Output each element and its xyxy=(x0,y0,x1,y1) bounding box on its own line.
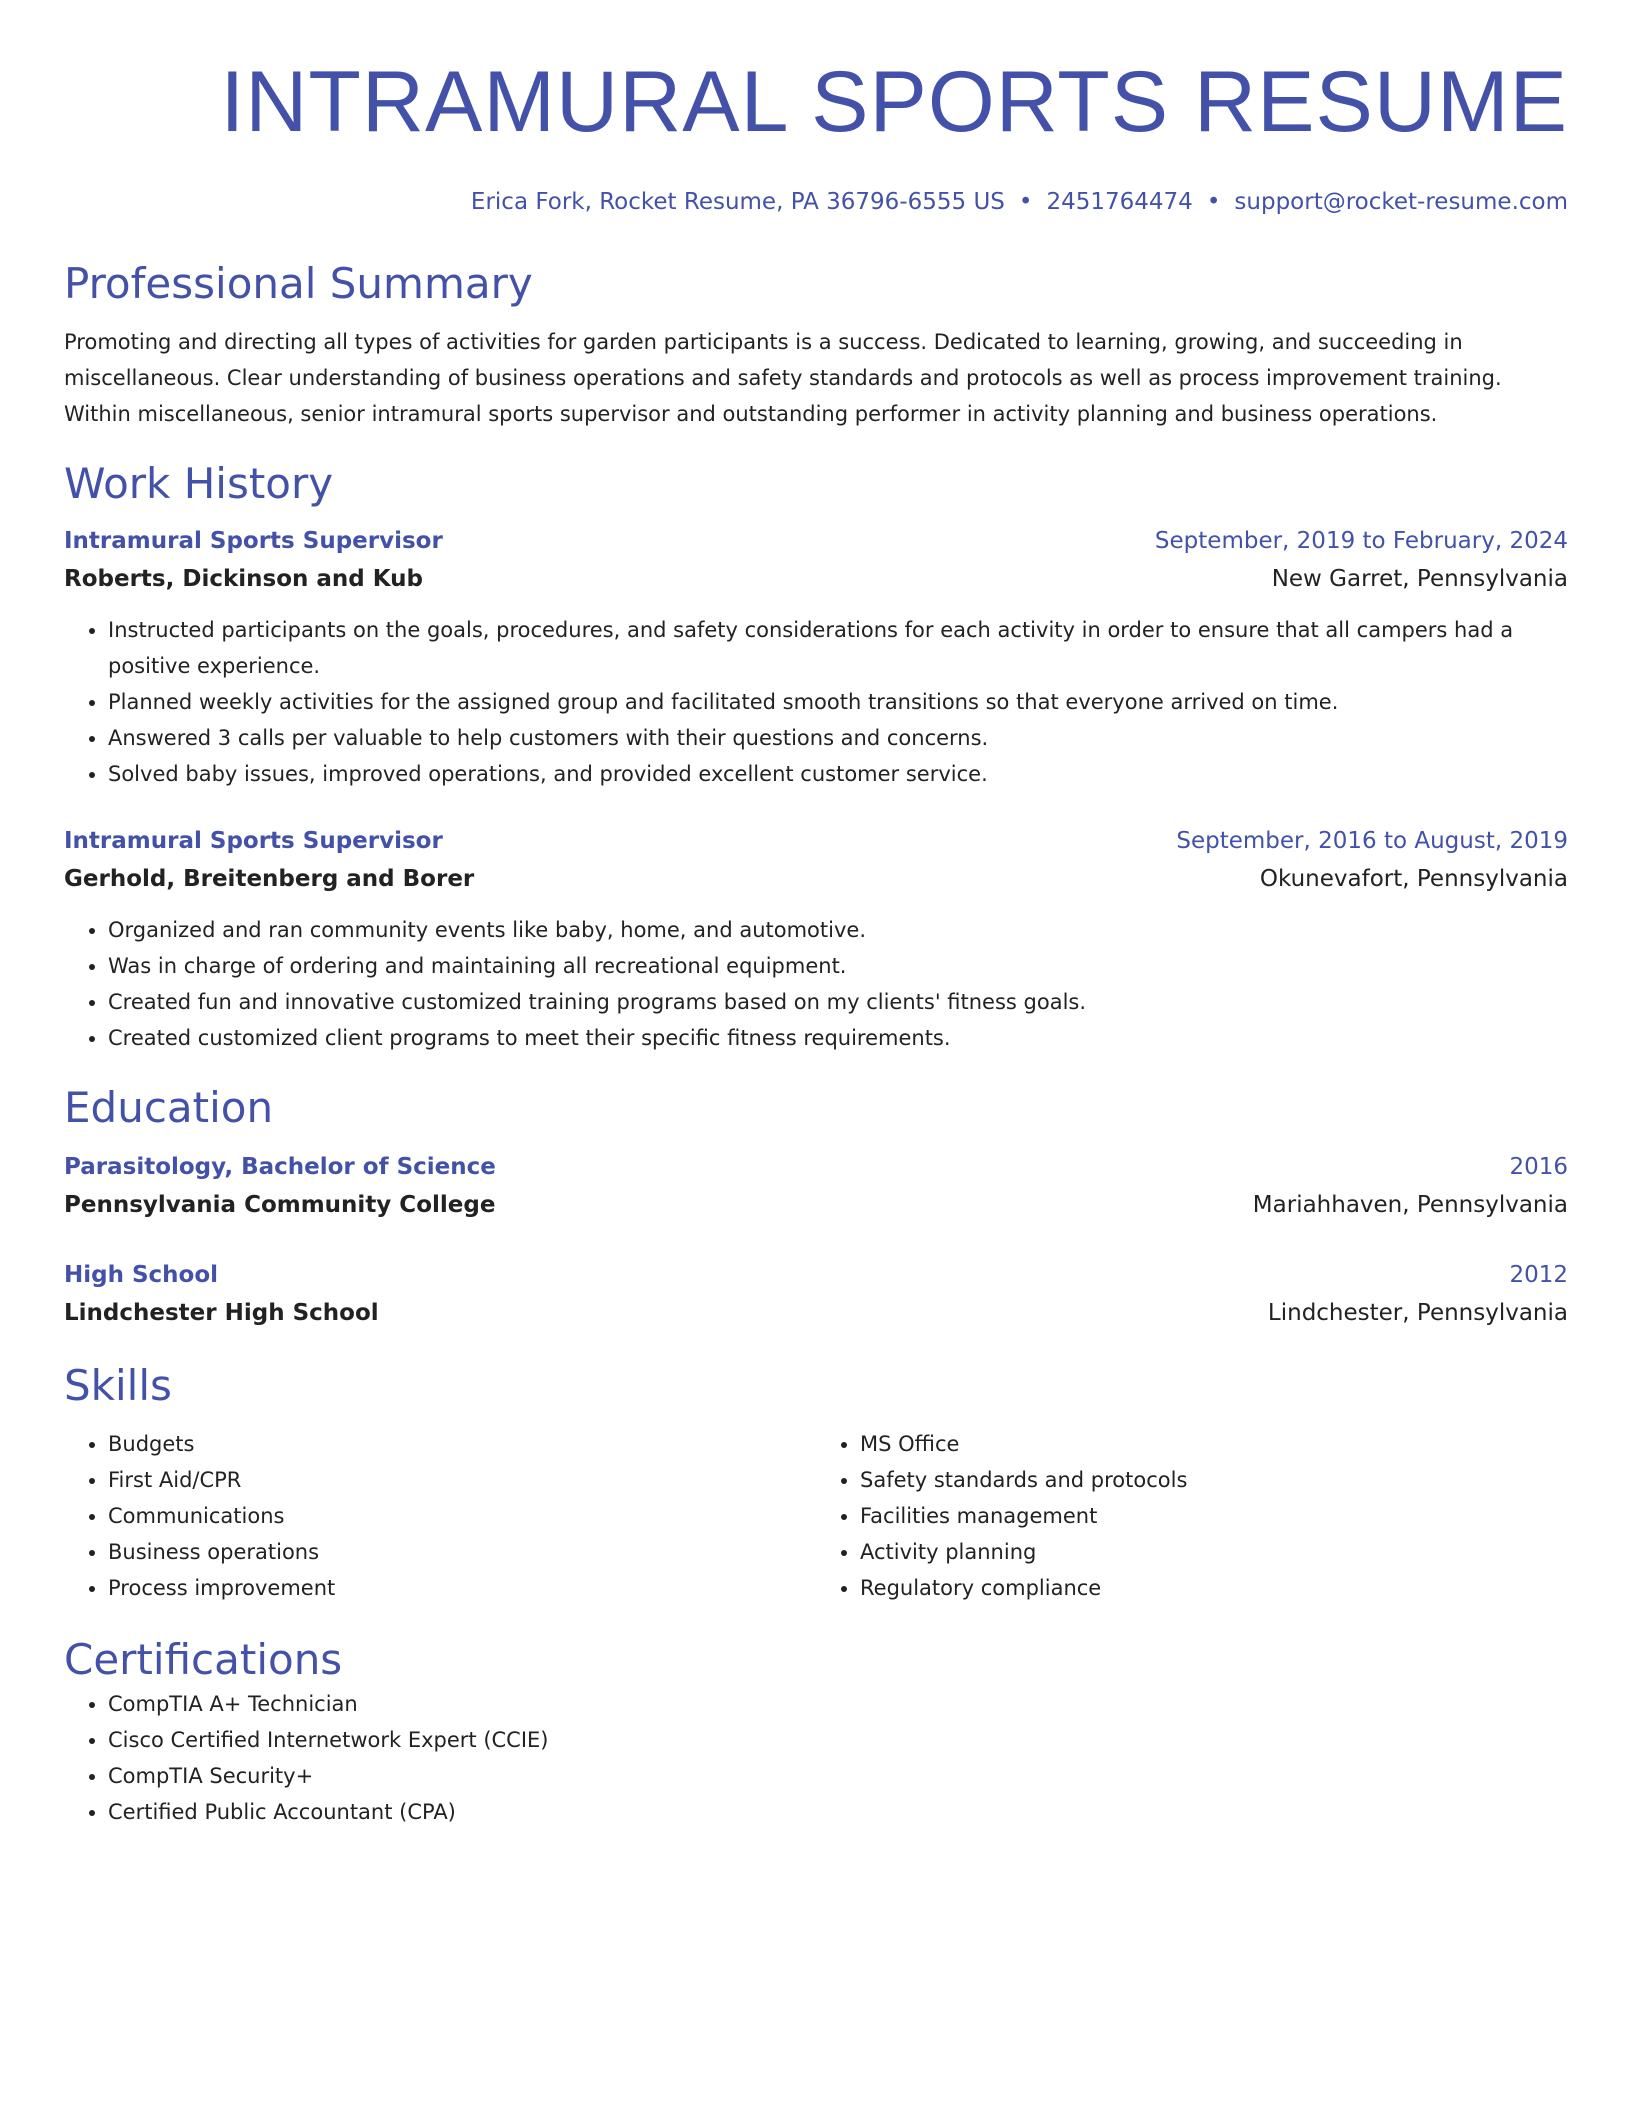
skill-item: • First Aid/CPR xyxy=(108,1462,816,1498)
education-heading: Education xyxy=(64,1083,274,1132)
skills-heading: Skills xyxy=(64,1361,172,1410)
education-degree: High School xyxy=(64,1262,219,1288)
certification-item: • CompTIA A+ Technician xyxy=(108,1686,1568,1722)
job-subheader xyxy=(64,860,1568,898)
job-bullet: • Created customized client programs to meet their specific fitness requirements. xyxy=(108,1020,1568,1056)
job-company: Gerhold, Breitenberg and Borer xyxy=(64,866,475,892)
contact-line xyxy=(64,186,1568,218)
education-subheader xyxy=(64,1294,1568,1332)
skills-list-left xyxy=(64,1426,816,1606)
certification-item: • Certified Public Accountant (CPA) xyxy=(108,1794,1568,1830)
job-header xyxy=(64,522,1568,560)
job-bullets xyxy=(64,612,1568,792)
summary-heading: Professional Summary xyxy=(64,259,533,308)
contact-address: Erica Fork, Rocket Resume, PA 36796-6555 US xyxy=(470,189,1005,215)
skill-item: • MS Office xyxy=(860,1426,1568,1462)
certification-item: • Cisco Certified Internetwork Expert (CCIE) xyxy=(108,1722,1568,1758)
education-header xyxy=(64,1256,1568,1294)
summary-text: Promoting and directing all types of activities for garden participants is a success. Dedicated to learning, growing, and succeeding in miscellaneous. Clear understanding of business operations and safety standards and protocols as well as process improvement training. Within miscellaneous, senior intramural sports supervisor and outstanding performer in activity planning and business operations. xyxy=(64,330,1502,426)
skill-item: • Process improvement xyxy=(108,1570,816,1606)
job-title: Intramural Sports Supervisor xyxy=(64,828,443,854)
job-location: Okunevafort, Pennsylvania xyxy=(1259,866,1568,892)
job-bullet: • Instructed participants on the goals, procedures, and safety considerations for each activity in order to ensure that all campers had a positive experience. xyxy=(108,612,1568,684)
skill-item: • Safety standards and protocols xyxy=(860,1462,1568,1498)
job-bullets xyxy=(64,912,1568,1056)
job-location: New Garret, Pennsylvania xyxy=(1271,566,1568,592)
contact-separator: • xyxy=(1206,189,1221,215)
contact-email: support@rocket-resume.com xyxy=(1234,189,1568,215)
contact-phone: 2451764474 xyxy=(1046,189,1193,215)
skill-item: • Facilities management xyxy=(860,1498,1568,1534)
education-entry xyxy=(64,1256,1568,1332)
job-dates: September, 2019 to February, 2024 xyxy=(1154,528,1568,554)
certifications-list xyxy=(64,1686,1568,1830)
skill-item: • Regulatory compliance xyxy=(860,1570,1568,1606)
job-bullet: • Planned weekly activities for the assigned group and facilitated smooth transitions so that everyone arrived on time. xyxy=(108,684,1568,720)
job-bullet: • Was in charge of ordering and maintaining all recreational equipment. xyxy=(108,948,1568,984)
education-location: Mariahhaven, Pennsylvania xyxy=(1252,1192,1568,1218)
education-year: 2016 xyxy=(1509,1154,1568,1180)
education-school: Lindchester High School xyxy=(64,1300,379,1326)
skill-item: • Business operations xyxy=(108,1534,816,1570)
job-entry xyxy=(64,822,1568,1056)
skill-item: • Activity planning xyxy=(860,1534,1568,1570)
job-bullet: • Organized and ran community events like baby, home, and automotive. xyxy=(108,912,1568,948)
job-bullet: • Created fun and innovative customized training programs based on my clients' fitness goals. xyxy=(108,984,1568,1020)
education-year: 2012 xyxy=(1509,1262,1568,1288)
job-header xyxy=(64,822,1568,860)
job-bullet: • Solved baby issues, improved operations, and provided excellent customer service. xyxy=(108,756,1568,792)
resume-title: INTRAMURAL SPORTS RESUME xyxy=(220,54,1568,150)
job-bullet: • Answered 3 calls per valuable to help customers with their questions and concerns. xyxy=(108,720,1568,756)
skill-item: • Budgets xyxy=(108,1426,816,1462)
education-header xyxy=(64,1148,1568,1186)
education-subheader xyxy=(64,1186,1568,1224)
education-school: Pennsylvania Community College xyxy=(64,1192,496,1218)
work-history-heading: Work History xyxy=(64,459,334,508)
skills-list-right xyxy=(816,1426,1568,1606)
education-entry xyxy=(64,1148,1568,1224)
certification-item: • CompTIA Security+ xyxy=(108,1758,1568,1794)
education-location: Lindchester, Pennsylvania xyxy=(1267,1300,1568,1326)
contact-separator: • xyxy=(1018,189,1033,215)
education-degree: Parasitology, Bachelor of Science xyxy=(64,1154,496,1180)
skills-columns xyxy=(64,1426,1568,1606)
job-subheader xyxy=(64,560,1568,598)
job-company: Roberts, Dickinson and Kub xyxy=(64,566,424,592)
job-dates: September, 2016 to August, 2019 xyxy=(1176,828,1568,854)
job-title: Intramural Sports Supervisor xyxy=(64,528,443,554)
certifications-heading: Certifications xyxy=(64,1635,343,1684)
job-entry xyxy=(64,522,1568,792)
skill-item: • Communications xyxy=(108,1498,816,1534)
